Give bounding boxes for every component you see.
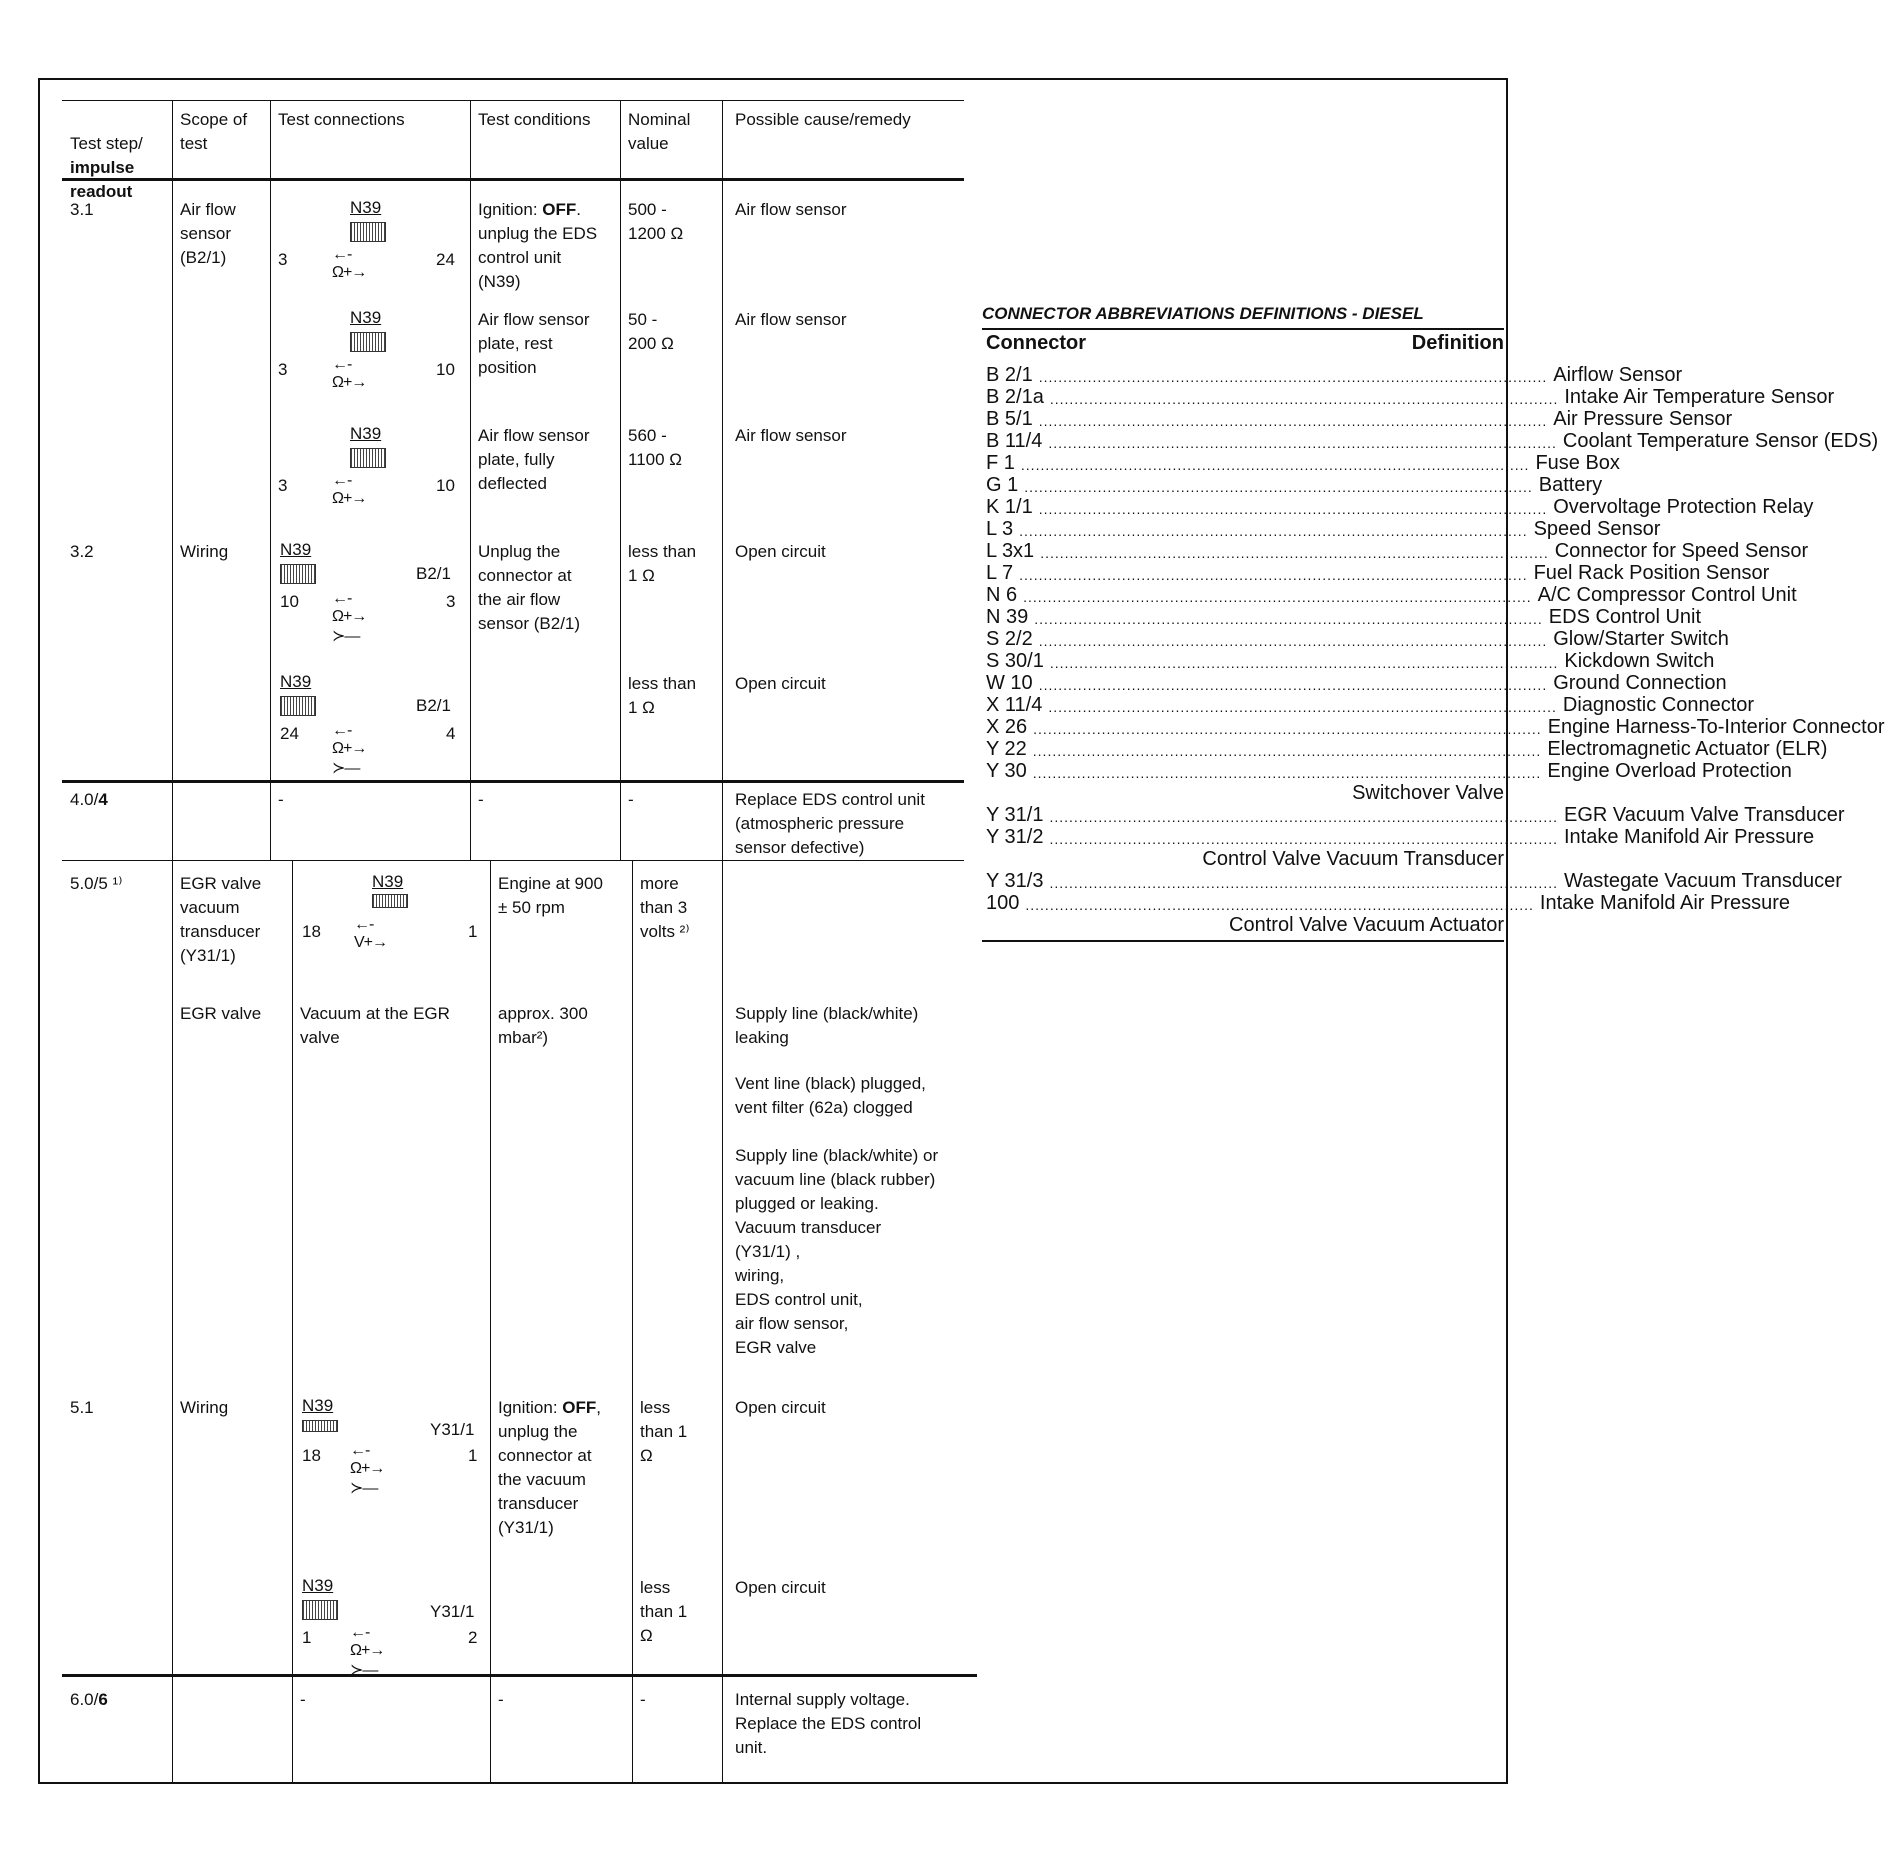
nominal-cell: less than 1 Ω	[628, 542, 697, 585]
nominal-cell: less than 1 Ω	[640, 1578, 688, 1645]
connection-cell: Vacuum at the EGR valve	[300, 1004, 450, 1047]
nominal-cell: -	[628, 790, 634, 809]
connection-cell: -	[278, 790, 284, 809]
condition-cell: -	[478, 790, 484, 809]
scope-cell: Wiring	[180, 542, 229, 561]
abbreviation-item: B 5/1 ........................................................................................................ Air Pressure Sensor	[986, 408, 1733, 430]
nominal-cell: less than 1 Ω	[628, 674, 697, 717]
condition-cell: Ignition: OFF, unplug the connector at the vacuum transducer (Y31/1)	[498, 1398, 601, 1537]
step-cell: 5.1	[70, 1398, 94, 1417]
remedy-cell: Open circuit	[735, 1398, 826, 1417]
ohmmeter-icon: ←-Ω+→	[332, 472, 367, 507]
ecu-connector-icon	[280, 696, 316, 716]
abbreviation-item: X 26 ........................................................................................................ Engine Harness-To-Interior Connector	[986, 716, 1885, 738]
nominal-cell: less than 1 Ω	[640, 1398, 688, 1465]
connection-cell: -	[300, 1690, 306, 1709]
header-test-connections: Test connections	[278, 110, 405, 129]
ohmmeter-icon: ←-Ω+→	[332, 246, 367, 281]
remedy-cell: Vent line (black) plugged, vent filter (62a) clogged	[735, 1074, 926, 1117]
remedy-cell: Open circuit	[735, 674, 826, 693]
step-cell: 4.0/4	[70, 790, 108, 809]
ecu-connector-icon	[372, 894, 408, 908]
abbreviation-item: Y 22 ........................................................................................................ Electromagnetic Actuator (ELR)	[986, 738, 1828, 760]
remedy-cell: Air flow sensor	[735, 200, 847, 219]
voltmeter-icon: ←-V+→	[354, 916, 388, 951]
header-test-conditions: Test conditions	[478, 110, 591, 129]
abbreviation-item: W 10 ........................................................................................................ Ground Connection	[986, 672, 1727, 694]
nominal-cell: 50 - 200 Ω	[628, 310, 674, 353]
abbreviation-item: G 1 ........................................................................................................ Battery	[986, 474, 1603, 496]
ecu-connector-icon	[350, 332, 386, 352]
abbreviations-rule-bottom	[982, 940, 1504, 942]
remedy-cell: Replace EDS control unit (atmospheric pressure sensor defective)	[735, 790, 925, 857]
remedy-cell: Open circuit	[735, 1578, 826, 1597]
header-test-step: Test step/ impulse readout	[70, 134, 143, 201]
abbreviation-item: B 11/4 ........................................................................................................ Coolant Temperature Sensor (EDS)	[986, 430, 1879, 452]
ohmmeter-icon: ←-Ω+→	[332, 356, 367, 391]
abbreviation-item: X 11/4 ........................................................................................................ Diagnostic Connector	[986, 694, 1755, 716]
scope-cell: Air flow sensor (B2/1)	[180, 200, 236, 267]
header-scope: Scope of test	[180, 110, 248, 153]
ecu-connector-icon	[302, 1420, 338, 1432]
abbreviation-item: Y 31/3 ........................................................................................................ Wastegate Vacuum Transducer	[986, 870, 1842, 892]
condition-cell: -	[498, 1690, 504, 1709]
abbreviation-item: Y 31/1 ........................................................................................................ EGR Vacuum Valve Transducer	[986, 804, 1845, 826]
abbreviation-item: N 6 ........................................................................................................ A/C Compressor Control Unit	[986, 584, 1797, 606]
scope-cell: EGR valve	[180, 1004, 262, 1023]
abbreviation-item: L 3x1 ........................................................................................................ Connector for Speed Sensor	[986, 540, 1809, 562]
abbreviations-title: CONNECTOR ABBREVIATIONS DEFINITIONS - DIESEL	[982, 304, 1424, 323]
abbreviation-continuation: Control Valve Vacuum Actuator	[1229, 914, 1504, 936]
remedy-cell: Open circuit	[735, 542, 826, 561]
abbreviation-item: S 2/2 ........................................................................................................ Glow/Starter Switch	[986, 628, 1729, 650]
condition-cell: Air flow sensor plate, fully deflected	[478, 426, 590, 493]
nominal-cell: -	[640, 1690, 646, 1709]
abbreviation-item: L 3 ........................................................................................................ Speed Sensor	[986, 518, 1661, 540]
step-cell: 3.1	[70, 200, 94, 219]
abbreviation-item: K 1/1 ........................................................................................................ Overvoltage Protection Relay	[986, 496, 1814, 518]
abbreviation-item: B 2/1 ........................................................................................................ Airflow Sensor	[986, 364, 1683, 386]
abbreviation-item: S 30/1 ........................................................................................................ Kickdown Switch	[986, 650, 1715, 672]
step-cell: 5.0/5 ¹⁾	[70, 874, 123, 893]
step-cell: 3.2	[70, 542, 94, 561]
ecu-connector-icon	[350, 448, 386, 468]
abbreviation-continuation: Switchover Valve	[1352, 782, 1504, 804]
scope-cell: Wiring	[180, 1398, 229, 1417]
condition-cell: Unplug the connector at the air flow sensor (B2/1)	[478, 542, 581, 633]
ecu-connector-icon	[302, 1600, 338, 1620]
abbreviation-item: F 1 ........................................................................................................ Fuse Box	[986, 452, 1620, 474]
remedy-cell: Air flow sensor	[735, 426, 847, 445]
nominal-cell: more than 3 volts ²⁾	[640, 874, 690, 941]
abbreviation-item: B 2/1a ........................................................................................................ Intake Air Temperature Sensor	[986, 386, 1835, 408]
nominal-cell: 560 - 1100 Ω	[628, 426, 682, 469]
abbreviations-rule-top	[982, 328, 1504, 330]
ohmmeter-icon: ←-Ω+→ ≻—	[350, 1624, 385, 1679]
condition-cell: Ignition: OFF. unplug the EDS control unit (N39)	[478, 200, 598, 291]
ohmmeter-icon: ←-Ω+→ ≻—	[332, 722, 367, 777]
abbreviation-item: L 7 ........................................................................................................ Fuel Rack Position Sensor	[986, 562, 1770, 584]
header-nominal-value: Nominal value	[628, 110, 691, 153]
ohmmeter-icon: ←-Ω+→ ≻—	[332, 590, 367, 645]
ecu-connector-icon	[280, 564, 316, 584]
condition-cell: approx. 300 mbar²)	[498, 1004, 588, 1047]
abbreviations-header: Connector Definition	[986, 332, 1504, 354]
nominal-cell: 500 - 1200 Ω	[628, 200, 684, 243]
remedy-cell: Supply line (black/white) or vacuum line (black rubber) plugged or leaking. Vacuum transducer (Y31/1) , wiring, EDS control unit, air flow sensor, EGR valve	[735, 1146, 939, 1357]
abbreviation-item: 100 ........................................................................................................ Intake Manifold Air Pressure	[986, 892, 1791, 914]
abbreviation-item: Y 31/2 ........................................................................................................ Intake Manifold Air Pressure	[986, 826, 1815, 848]
ohmmeter-icon: ←-Ω+→ ≻—	[350, 1442, 385, 1497]
remedy-cell: Supply line (black/white) leaking	[735, 1004, 919, 1047]
remedy-cell: Internal supply voltage. Replace the EDS control unit.	[735, 1690, 922, 1757]
step-cell: 6.0/6	[70, 1690, 108, 1709]
ecu-connector-icon	[350, 222, 386, 242]
condition-cell: Air flow sensor plate, rest position	[478, 310, 590, 377]
abbreviation-item: N 39 ........................................................................................................ EDS Control Unit	[986, 606, 1702, 628]
condition-cell: Engine at 900 ± 50 rpm	[498, 874, 603, 917]
abbreviation-item: Y 30 ........................................................................................................ Engine Overload Protection	[986, 760, 1792, 782]
abbreviation-continuation: Control Valve Vacuum Transducer	[1202, 848, 1504, 870]
scope-cell: EGR valve vacuum transducer (Y31/1)	[180, 874, 262, 965]
header-remedy: Possible cause/remedy	[735, 110, 911, 129]
remedy-cell: Air flow sensor	[735, 310, 847, 329]
